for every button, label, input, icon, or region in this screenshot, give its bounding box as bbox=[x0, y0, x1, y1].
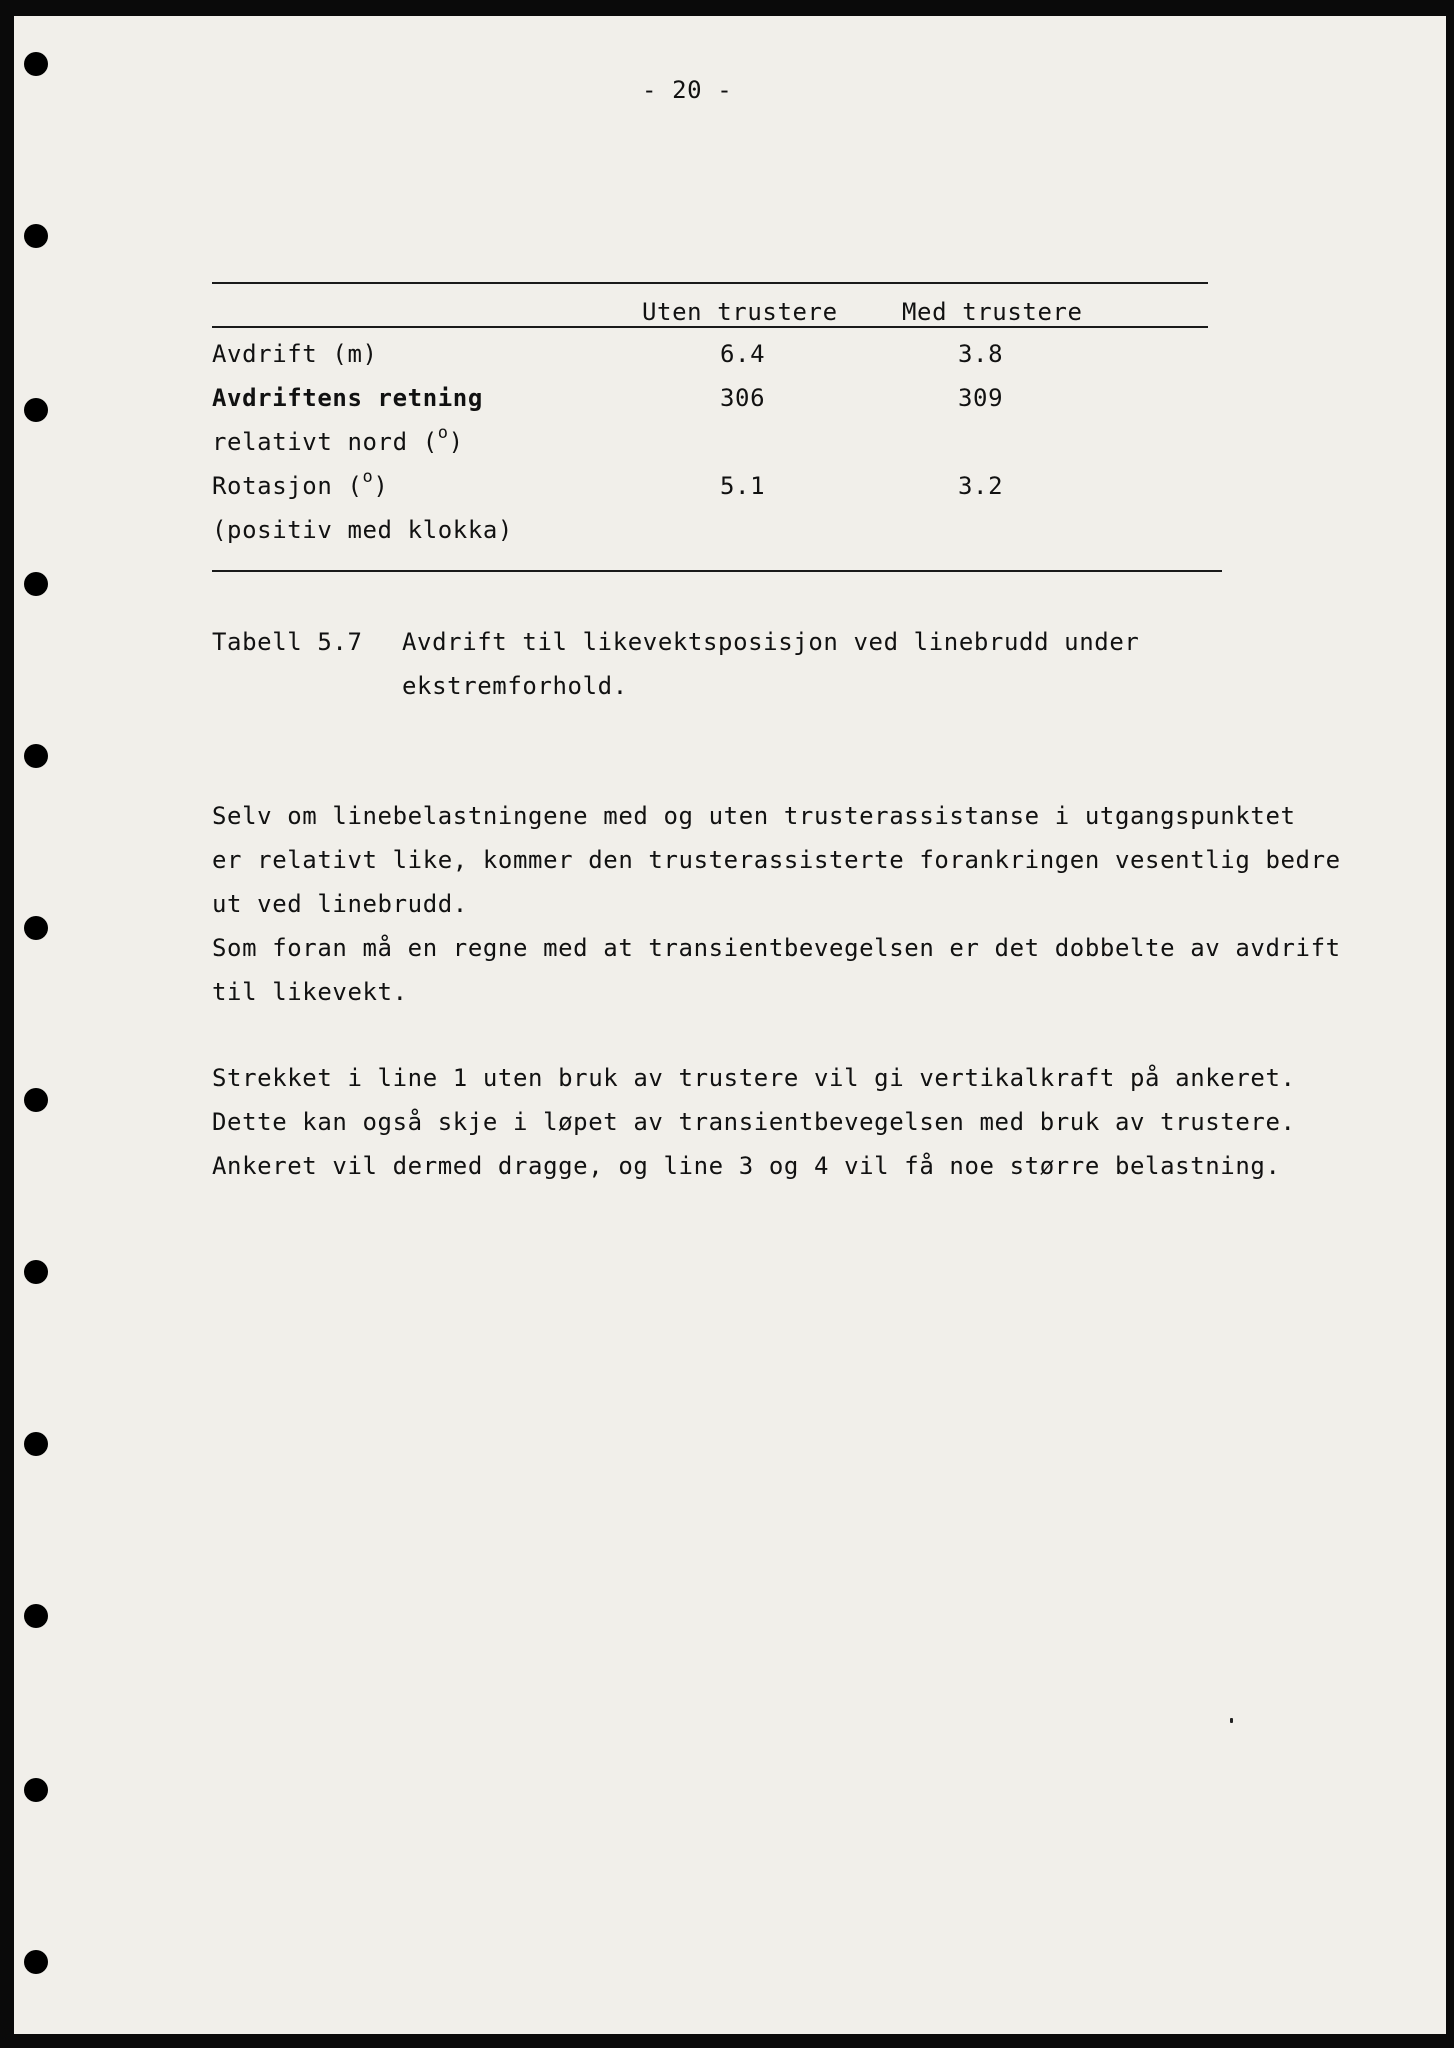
table-header-rule bbox=[212, 326, 1208, 328]
binder-hole bbox=[24, 52, 48, 76]
scan-speck bbox=[1230, 1718, 1233, 1723]
binder-hole bbox=[24, 398, 48, 422]
row-label: Avdrift (m) bbox=[212, 340, 378, 368]
body-text-line: Selv om linebelastningene med og uten trusterassistanse i utgangspunktet bbox=[212, 802, 1296, 830]
binder-hole bbox=[24, 572, 48, 596]
binder-hole bbox=[24, 744, 48, 768]
cell-uten: 5.1 bbox=[720, 472, 766, 500]
body-text-line: Som foran må en regne med at transientbevegelsen er det dobbelte av avdrift bbox=[212, 934, 1341, 962]
binder-hole bbox=[24, 1604, 48, 1628]
column-header-med: Med trustere bbox=[902, 298, 1083, 326]
body-text-line: ut ved linebrudd. bbox=[212, 890, 468, 918]
table-bottom-rule bbox=[212, 570, 1222, 572]
binder-hole bbox=[24, 1088, 48, 1112]
binder-hole bbox=[24, 224, 48, 248]
body-text-line: Ankeret vil dermed dragge, og line 3 og 4 vil få noe større belastning. bbox=[212, 1152, 1281, 1180]
table-caption-line: ekstremforhold. bbox=[402, 672, 628, 700]
table-top-rule bbox=[212, 282, 1208, 284]
binder-hole bbox=[24, 1260, 48, 1284]
body-text-line: Strekket i line 1 uten bruk av trustere vil gi vertikalkraft på ankeret. bbox=[212, 1064, 1296, 1092]
binder-hole bbox=[24, 1432, 48, 1456]
binder-hole bbox=[24, 1778, 48, 1802]
cell-med: 3.2 bbox=[958, 472, 1004, 500]
table-caption-number: Tabell 5.7 bbox=[212, 628, 363, 656]
cell-uten: 6.4 bbox=[720, 340, 766, 368]
cell-uten: 306 bbox=[720, 384, 766, 412]
column-header-uten: Uten trustere bbox=[642, 298, 838, 326]
body-text-line: er relativt like, kommer den trusterassisterte forankringen vesentlig bedre bbox=[212, 846, 1341, 874]
document-page bbox=[14, 16, 1446, 2034]
body-text-line: Dette kan også skje i løpet av transientbevegelsen med bruk av trustere. bbox=[212, 1108, 1296, 1136]
row-label: Rotasjon ($^o$) bbox=[212, 467, 389, 500]
row-label-continued: (positiv med klokka) bbox=[212, 516, 513, 544]
page-number: - 20 - bbox=[642, 76, 733, 104]
row-label: Avdriftens retning bbox=[212, 384, 483, 412]
binder-hole bbox=[24, 916, 48, 940]
table-caption-line: Avdrift til likevektsposisjon ved linebrudd under bbox=[402, 628, 1140, 656]
row-label-continued: relativt nord ($^o$) bbox=[212, 423, 464, 456]
binder-hole bbox=[24, 1950, 48, 1974]
cell-med: 3.8 bbox=[958, 340, 1004, 368]
body-text-line: til likevekt. bbox=[212, 978, 408, 1006]
cell-med: 309 bbox=[958, 384, 1004, 412]
